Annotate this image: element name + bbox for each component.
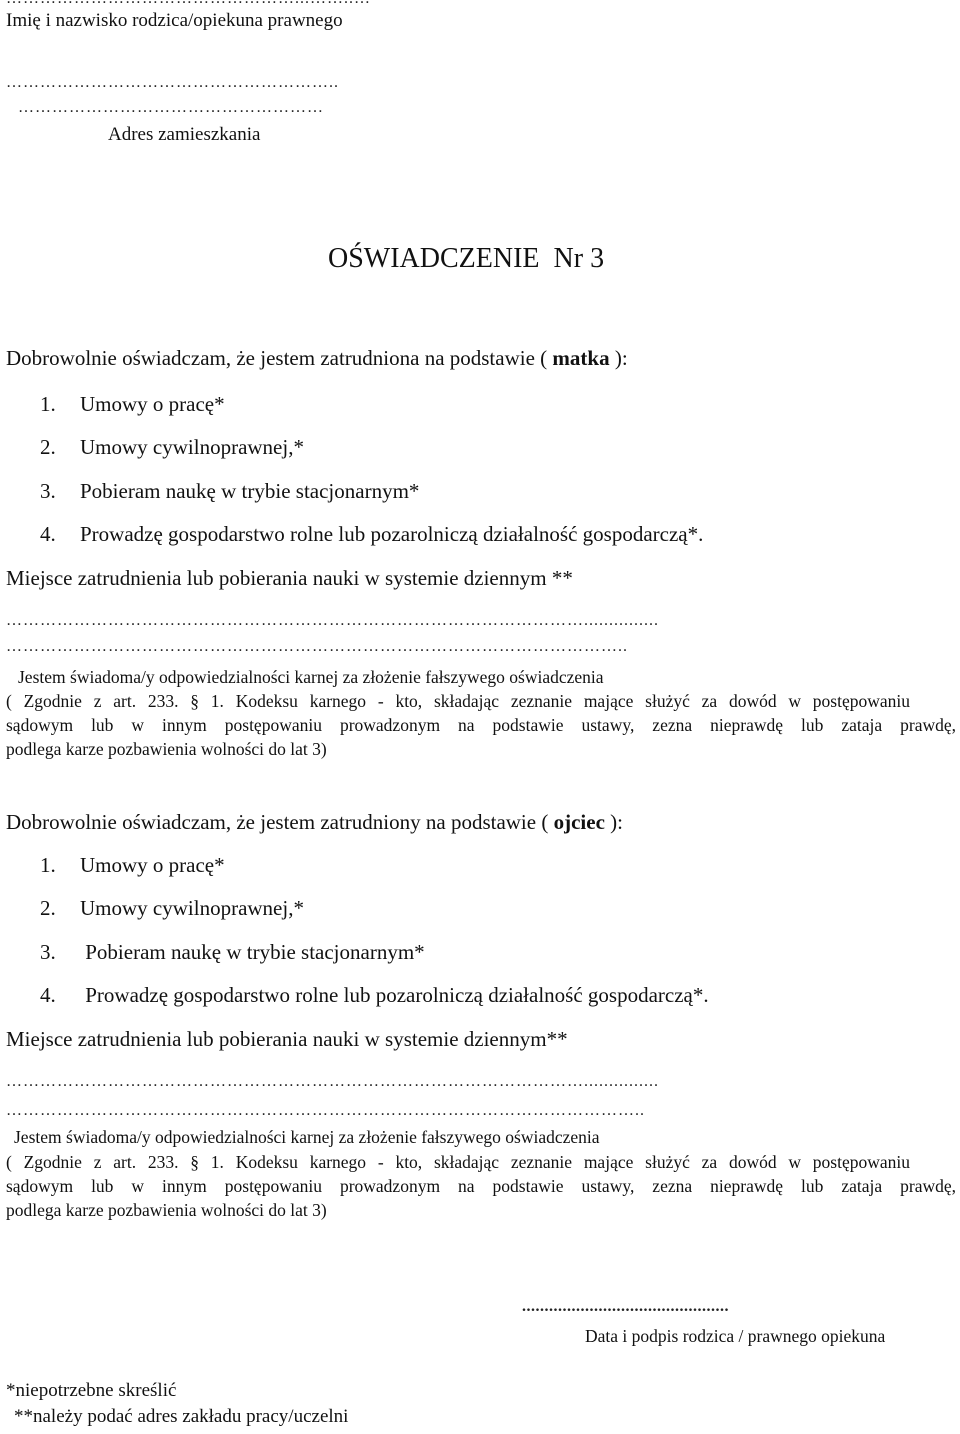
list-number: 4. xyxy=(40,983,56,1007)
list-text: Pobieram naukę w trybie stacjonarnym* xyxy=(80,940,425,964)
mother-list-item xyxy=(40,392,225,417)
mother-legal-line-2: sądowym lub w innym postępowaniu prowadzonym na podstawie ustawy, zezna nieprawdę lub zataja prawdę, xyxy=(6,715,956,735)
mother-awareness: Jestem świadoma/y odpowiedzialności karnej za złożenie fałszywego oświadczenia xyxy=(18,667,604,687)
father-list-item xyxy=(40,896,304,921)
parent-name-label: Imię i nazwisko rodzica/opiekuna prawnego xyxy=(6,10,343,31)
header-dots-top xyxy=(6,0,456,8)
father-intro xyxy=(6,810,623,835)
father-list-item xyxy=(40,983,709,1008)
list-text: Prowadzę gospodarstwo rolne lub pozarolniczą działalność gospodarczą*. xyxy=(80,983,709,1007)
signature-label: Data i podpis rodzica / prawnego opiekuna xyxy=(585,1326,886,1346)
list-text: Umowy o pracę* xyxy=(80,392,225,416)
father-workplace-dots-2: ………………………………………………………………………………………………….. xyxy=(6,1102,645,1119)
list-number: 2. xyxy=(40,896,56,920)
father-legal-line-3: podlega karze pozbawienia wolności do lat 3) xyxy=(6,1200,327,1220)
list-number: 1. xyxy=(40,392,56,416)
list-number: 3. xyxy=(40,940,56,964)
father-workplace-dots-1: …………………………………………………………………………………………............... xyxy=(6,1073,659,1090)
list-text: Prowadzę gospodarstwo rolne lub pozarolniczą działalność gospodarczą*. xyxy=(80,522,704,546)
address-dots-2: ……………………………………………… xyxy=(18,99,324,116)
father-list-item xyxy=(40,940,425,965)
father-intro-prefix: Dobrowolnie oświadczam, że jestem zatrudniony na podstawie ( xyxy=(6,810,554,834)
father-list-item xyxy=(40,853,225,878)
father-workplace-label: Miejsce zatrudnienia lub pobierania nauki w systemie dziennym** xyxy=(6,1027,568,1051)
mother-intro-prefix: Dobrowolnie oświadczam, że jestem zatrudniona na podstawie ( xyxy=(6,346,553,370)
list-number: 2. xyxy=(40,435,56,459)
mother-legal-line-1: ( Zgodnie z art. 233. § 1. Kodeksu karnego - kto, składając zeznanie mające służyć za dowód w postępowaniu xyxy=(6,691,910,711)
mother-list-item xyxy=(40,522,703,547)
list-number: 4. xyxy=(40,522,56,546)
list-text: Umowy o pracę* xyxy=(80,853,225,877)
mother-list-item xyxy=(40,479,419,504)
list-text: Pobieram naukę w trybie stacjonarnym* xyxy=(80,479,420,503)
father-legal-line-2: sądowym lub w innym postępowaniu prowadzonym na podstawie ustawy, zezna nieprawdę lub zataja prawdę, xyxy=(6,1176,956,1196)
address-dots-1: ………………………………………………….. xyxy=(6,74,339,91)
signature-dots: .............................................. xyxy=(522,1298,729,1315)
mother-workplace-dots-1: …………………………………………………………………………………………............... xyxy=(6,612,659,629)
list-number: 1. xyxy=(40,853,56,877)
address-label: Adres zamieszkania xyxy=(108,124,261,145)
mother-intro-bold: matka xyxy=(552,346,610,370)
footnote-2: **należy podać adres zakładu pracy/uczelni xyxy=(14,1406,349,1427)
mother-legal-line-3: podlega karze pozbawienia wolności do lat 3) xyxy=(6,739,327,759)
father-legal-line-1: ( Zgodnie z art. 233. § 1. Kodeksu karnego - kto, składając zeznanie mające służyć za dowód w postępowaniu xyxy=(6,1152,910,1172)
father-intro-bold: ojciec xyxy=(553,810,605,834)
list-number: 3. xyxy=(40,479,56,503)
mother-intro xyxy=(6,346,628,371)
footnote-1: *niepotrzebne skreślić xyxy=(6,1380,177,1401)
list-text: Umowy cywilnoprawnej,* xyxy=(80,896,304,920)
mother-list-item xyxy=(40,435,304,460)
mother-intro-suffix: ): xyxy=(609,346,628,370)
list-text: Umowy cywilnoprawnej,* xyxy=(80,435,304,459)
document-title: OŚWIADCZENIE Nr 3 xyxy=(328,243,605,274)
mother-workplace-dots-2: ……………………………………………………………………………………………….. xyxy=(6,638,628,655)
mother-workplace-label: Miejsce zatrudnienia lub pobierania nauki w systemie dziennym ** xyxy=(6,566,573,590)
father-intro-suffix: ): xyxy=(604,810,623,834)
father-awareness: Jestem świadoma/y odpowiedzialności karnej za złożenie fałszywego oświadczenia xyxy=(14,1127,600,1147)
